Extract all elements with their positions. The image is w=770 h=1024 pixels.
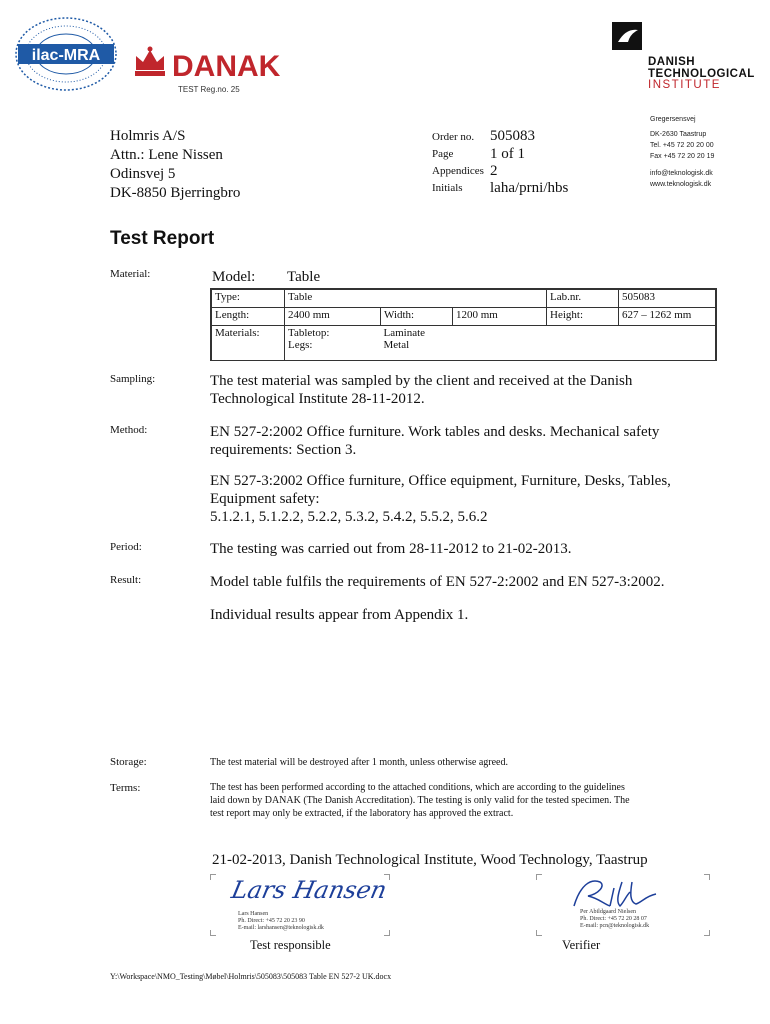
- method-clauses: 5.1.2.1, 5.1.2.2, 5.2.2, 5.3.2, 5.4.2, 5.5.2, 5.6.2: [210, 509, 488, 525]
- terms-label: Terms:: [110, 782, 141, 794]
- page-value: 1 of 1: [490, 146, 525, 162]
- method-line: requirements: Section 3.: [210, 442, 357, 458]
- contact-fax: Fax +45 72 20 20 19: [650, 153, 715, 160]
- danak-wordmark: DANAK: [172, 50, 281, 83]
- terms-line: test report may only be extracted, if the laboratory has approved the extract.: [210, 808, 514, 819]
- period-text: The testing was carried out from 28-11-2012 to 21-02-2013.: [210, 541, 572, 557]
- method-standard-1: [210, 423, 659, 459]
- sampling-text: [210, 372, 632, 408]
- table-row: [212, 326, 716, 361]
- contact-tel: Tel. +45 72 20 20 00: [650, 142, 714, 149]
- right-signature: [570, 876, 660, 910]
- length-label: Length:: [212, 308, 285, 326]
- page-title: Test Report: [110, 228, 215, 249]
- crown-icon: [132, 44, 168, 80]
- terms-line: The test has been performed according to the attached conditions, which are according to the guidelines: [210, 782, 625, 793]
- storage-text: The test material will be destroyed after 1 month, unless otherwise agreed.: [210, 757, 508, 768]
- table-row: [212, 290, 716, 308]
- institute-name-line2: TECHNOLOGICAL: [648, 68, 755, 80]
- material-label: Material:: [110, 268, 151, 280]
- tabletop-label: Tabletop:: [288, 327, 330, 339]
- width-value: 1200 mm: [453, 308, 547, 326]
- method-label: Method:: [110, 424, 148, 436]
- ilac-mra-logo: [12, 14, 120, 94]
- method-line: EN 527-2:2002 Office furniture. Work tables and desks. Mechanical safety: [210, 424, 660, 440]
- contact-street: Gregersensvej: [650, 116, 696, 123]
- method-standard-2: [210, 472, 671, 526]
- storage-label: Storage:: [110, 756, 147, 768]
- place-date: 21-02-2013, Danish Technological Institute, Wood Technology, Taastrup: [212, 852, 648, 868]
- model-value: Table: [287, 269, 321, 285]
- left-signer-name: Lars Hansen: [238, 911, 269, 917]
- right-signer-info: [580, 909, 649, 930]
- initials-value: laha/prni/hbs: [490, 180, 569, 196]
- order-no-value: 505083: [490, 128, 535, 144]
- type-value: Table: [285, 290, 547, 308]
- institute-name-line1: DANISH: [648, 56, 696, 68]
- left-signer-info: [238, 911, 324, 932]
- appendices-value: 2: [490, 163, 498, 179]
- left-signer-role: Test responsible: [250, 938, 331, 952]
- appendices-label: Appendices: [432, 165, 484, 177]
- ilac-logo-text: ilac-MRA: [31, 47, 101, 64]
- legs-label: Legs:: [288, 339, 313, 351]
- model-label: Model:: [212, 269, 256, 285]
- recipient-company: Holmris A/S: [110, 128, 186, 144]
- contact-email: info@teknologisk.dk: [650, 170, 713, 177]
- danak-registration: TEST Reg.no. 25: [178, 85, 240, 94]
- sampling-line: The test material was sampled by the client and received at the Danish: [210, 373, 633, 389]
- table-row: [212, 308, 716, 326]
- order-no-label: Order no.: [432, 131, 475, 143]
- result-text: Model table fulfils the requirements of EN 527-2:2002 and EN 527-3:2002.: [210, 574, 665, 590]
- terms-text: [210, 781, 630, 820]
- contact-website: www.teknologisk.dk: [650, 181, 712, 188]
- right-signer-name: Per Abildgaard Nielsen: [580, 909, 636, 915]
- method-line: EN 527-3:2002 Office furniture, Office equipment, Furniture, Desks, Tables,: [210, 473, 671, 489]
- right-signer-phone: Ph. Direct: +45 72 20 28 07: [580, 916, 647, 922]
- contact-city: DK-2630 Taastrup: [650, 131, 707, 138]
- height-value: 627 – 1262 mm: [619, 308, 716, 326]
- left-signer-email: E-mail: larshansen@teknologisk.dk: [238, 925, 324, 931]
- type-label: Type:: [212, 290, 285, 308]
- tabletop-value: Laminate: [383, 327, 426, 339]
- period-label: Period:: [110, 541, 142, 553]
- labnr-value: 505083: [619, 290, 716, 308]
- labnr-label: Lab.nr.: [547, 290, 619, 308]
- width-label: Width:: [381, 308, 453, 326]
- length-value: 2400 mm: [285, 308, 381, 326]
- recipient-street: Odinsvej 5: [110, 166, 176, 182]
- result-label: Result:: [110, 574, 142, 586]
- recipient-address: [110, 127, 240, 203]
- terms-line: laid down by DANAK (The Danish Accreditation). The testing is only valid for the tested specimen. The: [210, 795, 630, 806]
- contact-block: [650, 114, 714, 190]
- dti-mark-icon: [612, 22, 642, 50]
- page-label: Page: [432, 148, 454, 160]
- initials-label: Initials: [432, 182, 463, 194]
- height-label: Height:: [547, 308, 619, 326]
- right-signer-email: E-mail: pcn@teknologisk.dk: [580, 923, 650, 929]
- result-appendix-text: Individual results appear from Appendix 1.: [210, 607, 469, 623]
- legs-value: Metal: [383, 339, 410, 351]
- sampling-line: Technological Institute 28-11-2012.: [210, 391, 425, 407]
- right-signer-role: Verifier: [562, 938, 601, 952]
- material-spec-table: [210, 288, 717, 361]
- recipient-city: DK-8850 Bjerringbro: [110, 185, 241, 201]
- materials-label: Materials:: [212, 326, 285, 361]
- method-line: Equipment safety:: [210, 491, 320, 507]
- recipient-attn: Attn.: Lene Nissen: [110, 147, 223, 163]
- left-signature: Lars Hansen: [229, 876, 390, 904]
- left-signer-phone: Ph. Direct: +45 72 20 23 90: [238, 918, 305, 924]
- sampling-label: Sampling:: [110, 373, 156, 385]
- footer-file-path: Y:\Workspace\NMO_Testing\Møbel\Holmris\505083\505083 Table EN 527-2 UK.docx: [110, 972, 392, 981]
- institute-name-line3: INSTITUTE: [648, 79, 721, 91]
